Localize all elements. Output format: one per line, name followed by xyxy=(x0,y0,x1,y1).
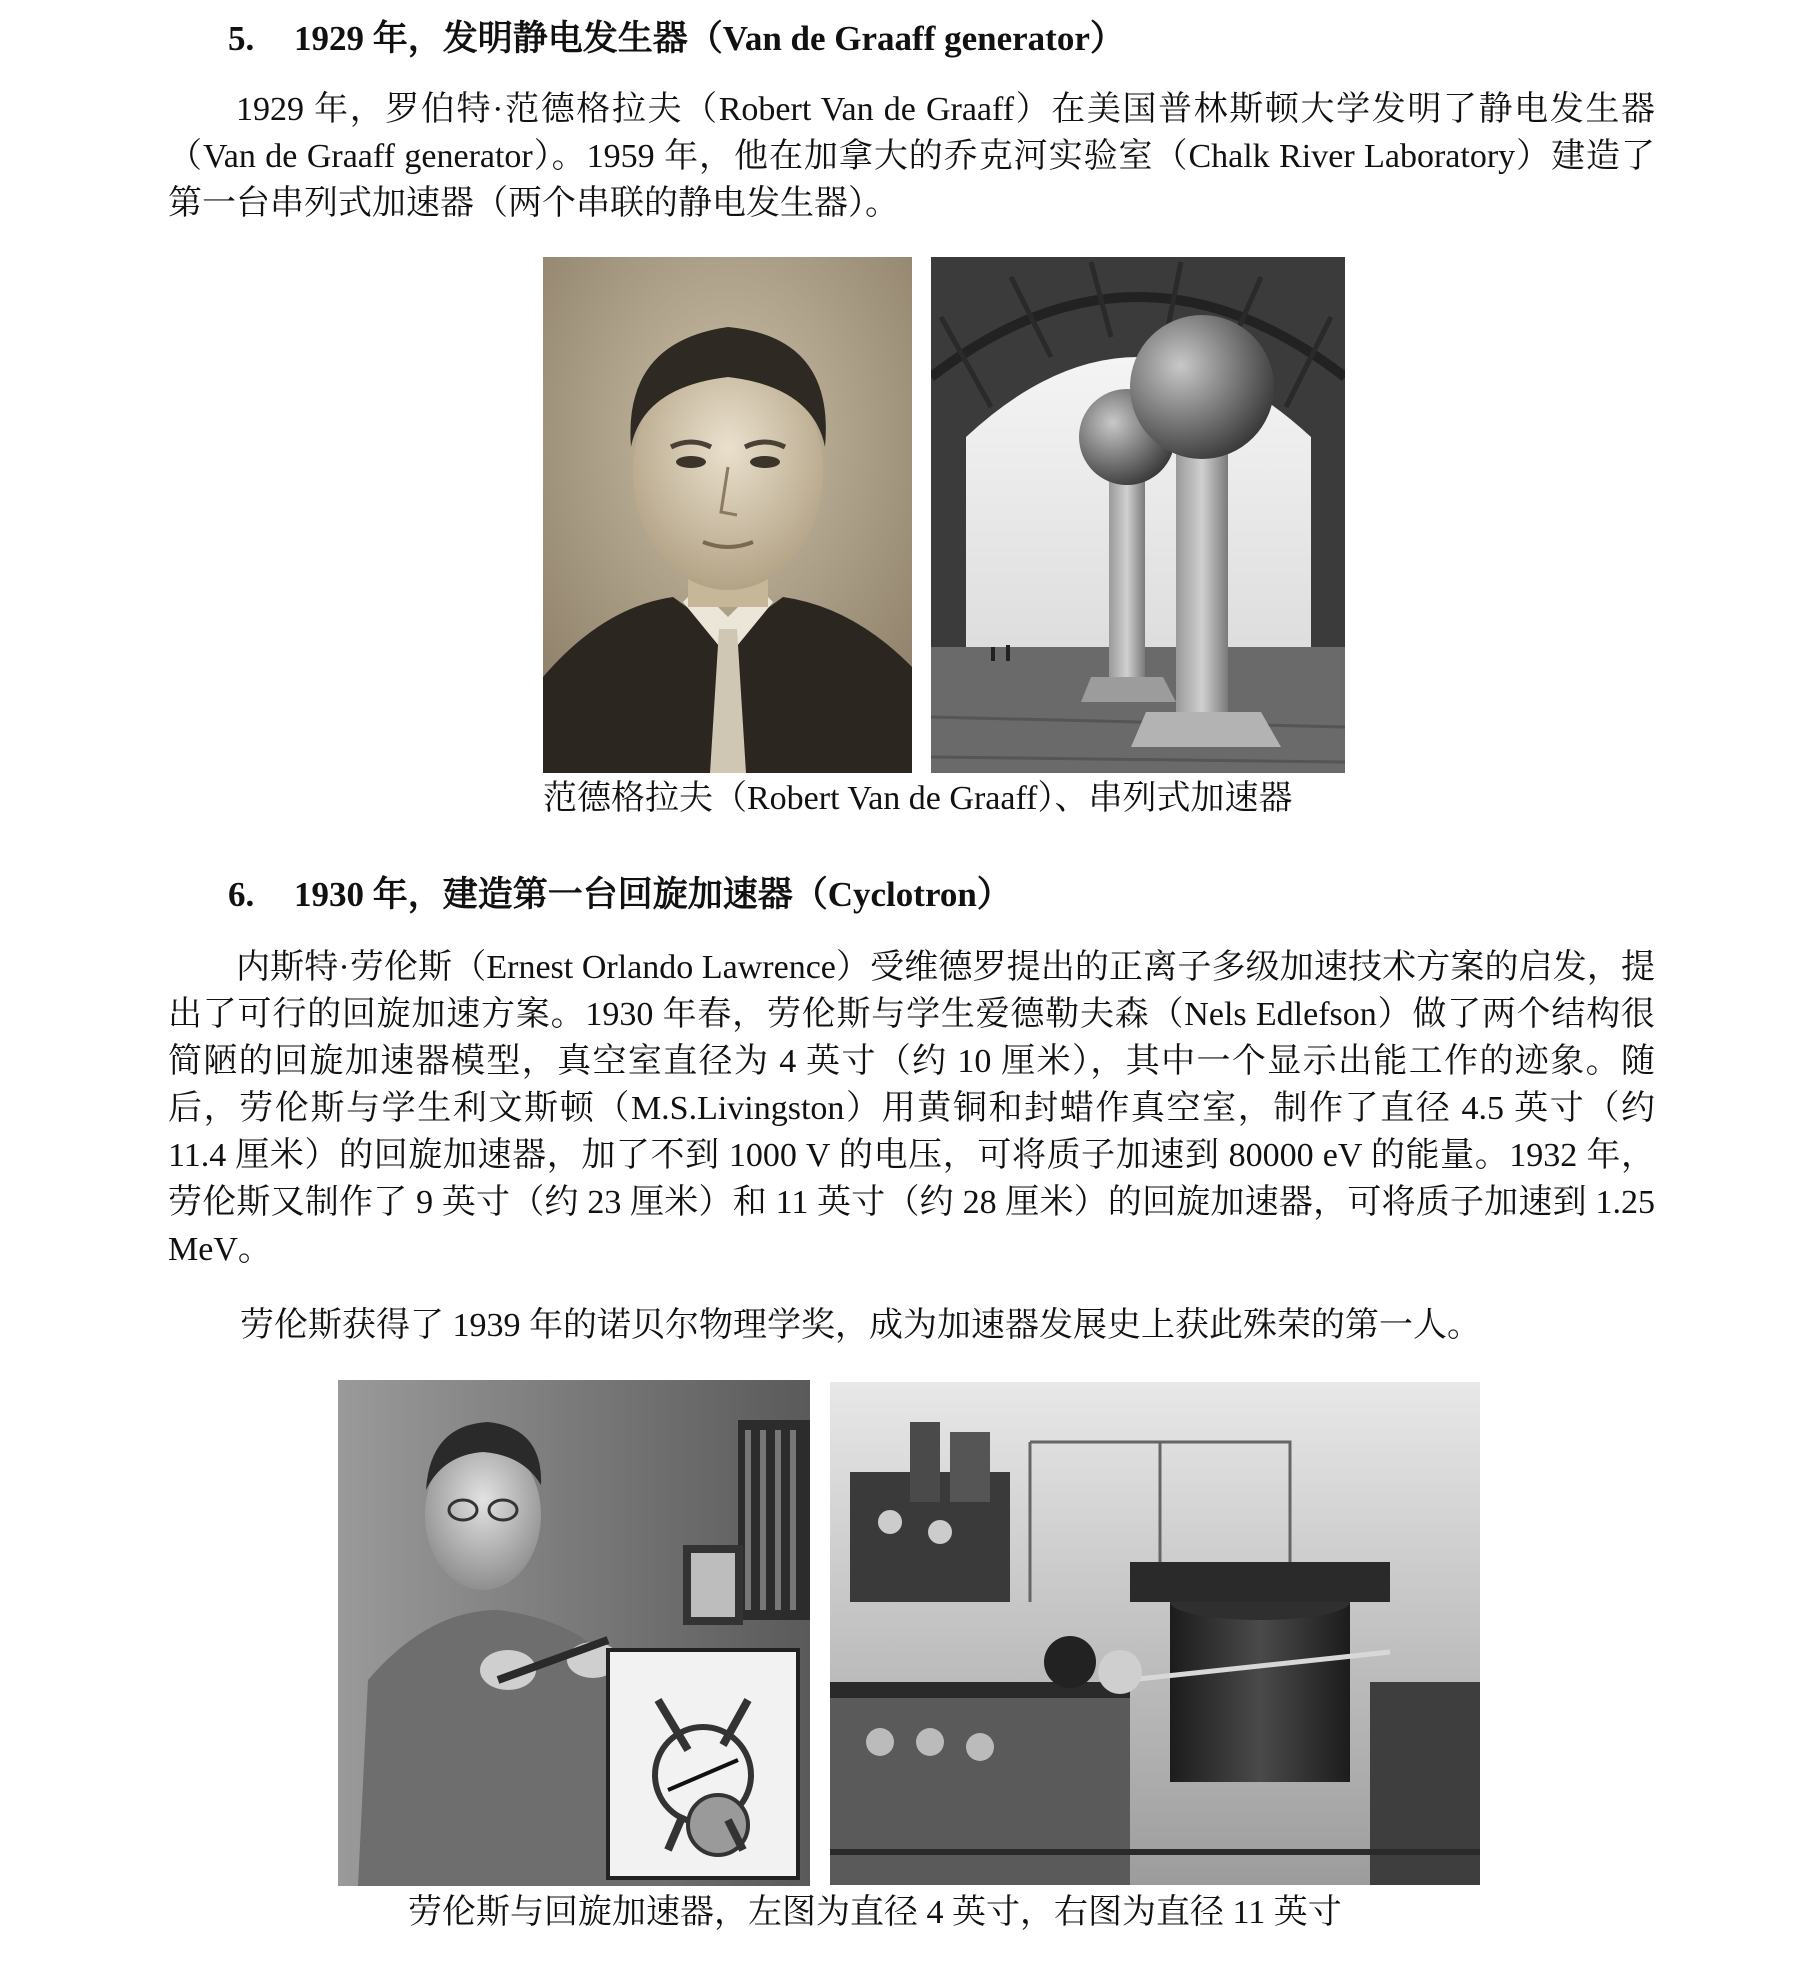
section-6-number: 6. xyxy=(228,875,255,914)
section-5-number: 5. xyxy=(228,19,255,58)
lawrence-illustration xyxy=(338,1380,810,1886)
figure-caption-section-5: 范德格拉夫（Robert Van de Graaff）、串列式加速器 xyxy=(543,780,1293,817)
generator-illustration xyxy=(931,257,1345,773)
lawrence-with-cyclotron-photo xyxy=(338,1380,810,1886)
figure-caption-section-6: 劳伦斯与回旋加速器，左图为直径 4 英寸，右图为直径 11 英寸 xyxy=(408,1894,1342,1931)
section-6-title: 1930 年，建造第一台回旋加速器（Cyclotron） xyxy=(294,875,1012,914)
laboratory-illustration xyxy=(830,1382,1480,1885)
van-de-graaff-generator-photo xyxy=(931,257,1345,773)
portrait-illustration xyxy=(543,257,912,773)
section-5-paragraph: 1929 年，罗伯特·范德格拉夫（Robert Van de Graaff）在美国普林斯顿大学发明了静电发生器（Van de Graaff generator）。1959 年，他在加拿大的乔克河实验室（Chalk River Laboratory）建造了第一台串列式加速器（两个串联的静电发生器）。 xyxy=(168,91,1655,222)
van-de-graaff-portrait-photo xyxy=(543,257,912,773)
cyclotron-laboratory-photo xyxy=(830,1382,1480,1885)
section-6-paragraph-1: 内斯特·劳伦斯（Ernest Orlando Lawrence）受维德罗提出的正离子多级加速技术方案的启发，提出了可行的回旋加速方案。1930 年春，劳伦斯与学生爱德勒夫森（Nels Edlefson）做了两个结构很简陋的回旋加速器模型，真空室直径为 4 英寸（约 10 厘米），其中一个显示出能工作的迹象。随后，劳伦斯与学生利文斯顿（M.S.Livingston）用黄铜和封蜡作真空室，制作了直径 4.5 英寸（约 11.4 厘米）的回旋加速器，加了不到 1000 V 的电压，可将质子加速到 80000 eV 的能量。1932 年，劳伦斯又制作了 9 英寸（约 23 厘米）和 11 英寸（约 28 厘米）的回旋加速器，可将质子加速到 1.25 MeV。 xyxy=(168,949,1655,1268)
section-5-heading xyxy=(228,16,1125,62)
section-6-paragraph-2: 劳伦斯获得了 1939 年的诺贝尔物理学奖，成为加速器发展史上获此殊荣的第一人。 xyxy=(240,1307,1481,1344)
section-5-title: 1929 年，发明静电发生器（Van de Graaff generator） xyxy=(294,19,1125,58)
section-6-heading xyxy=(228,872,1012,918)
